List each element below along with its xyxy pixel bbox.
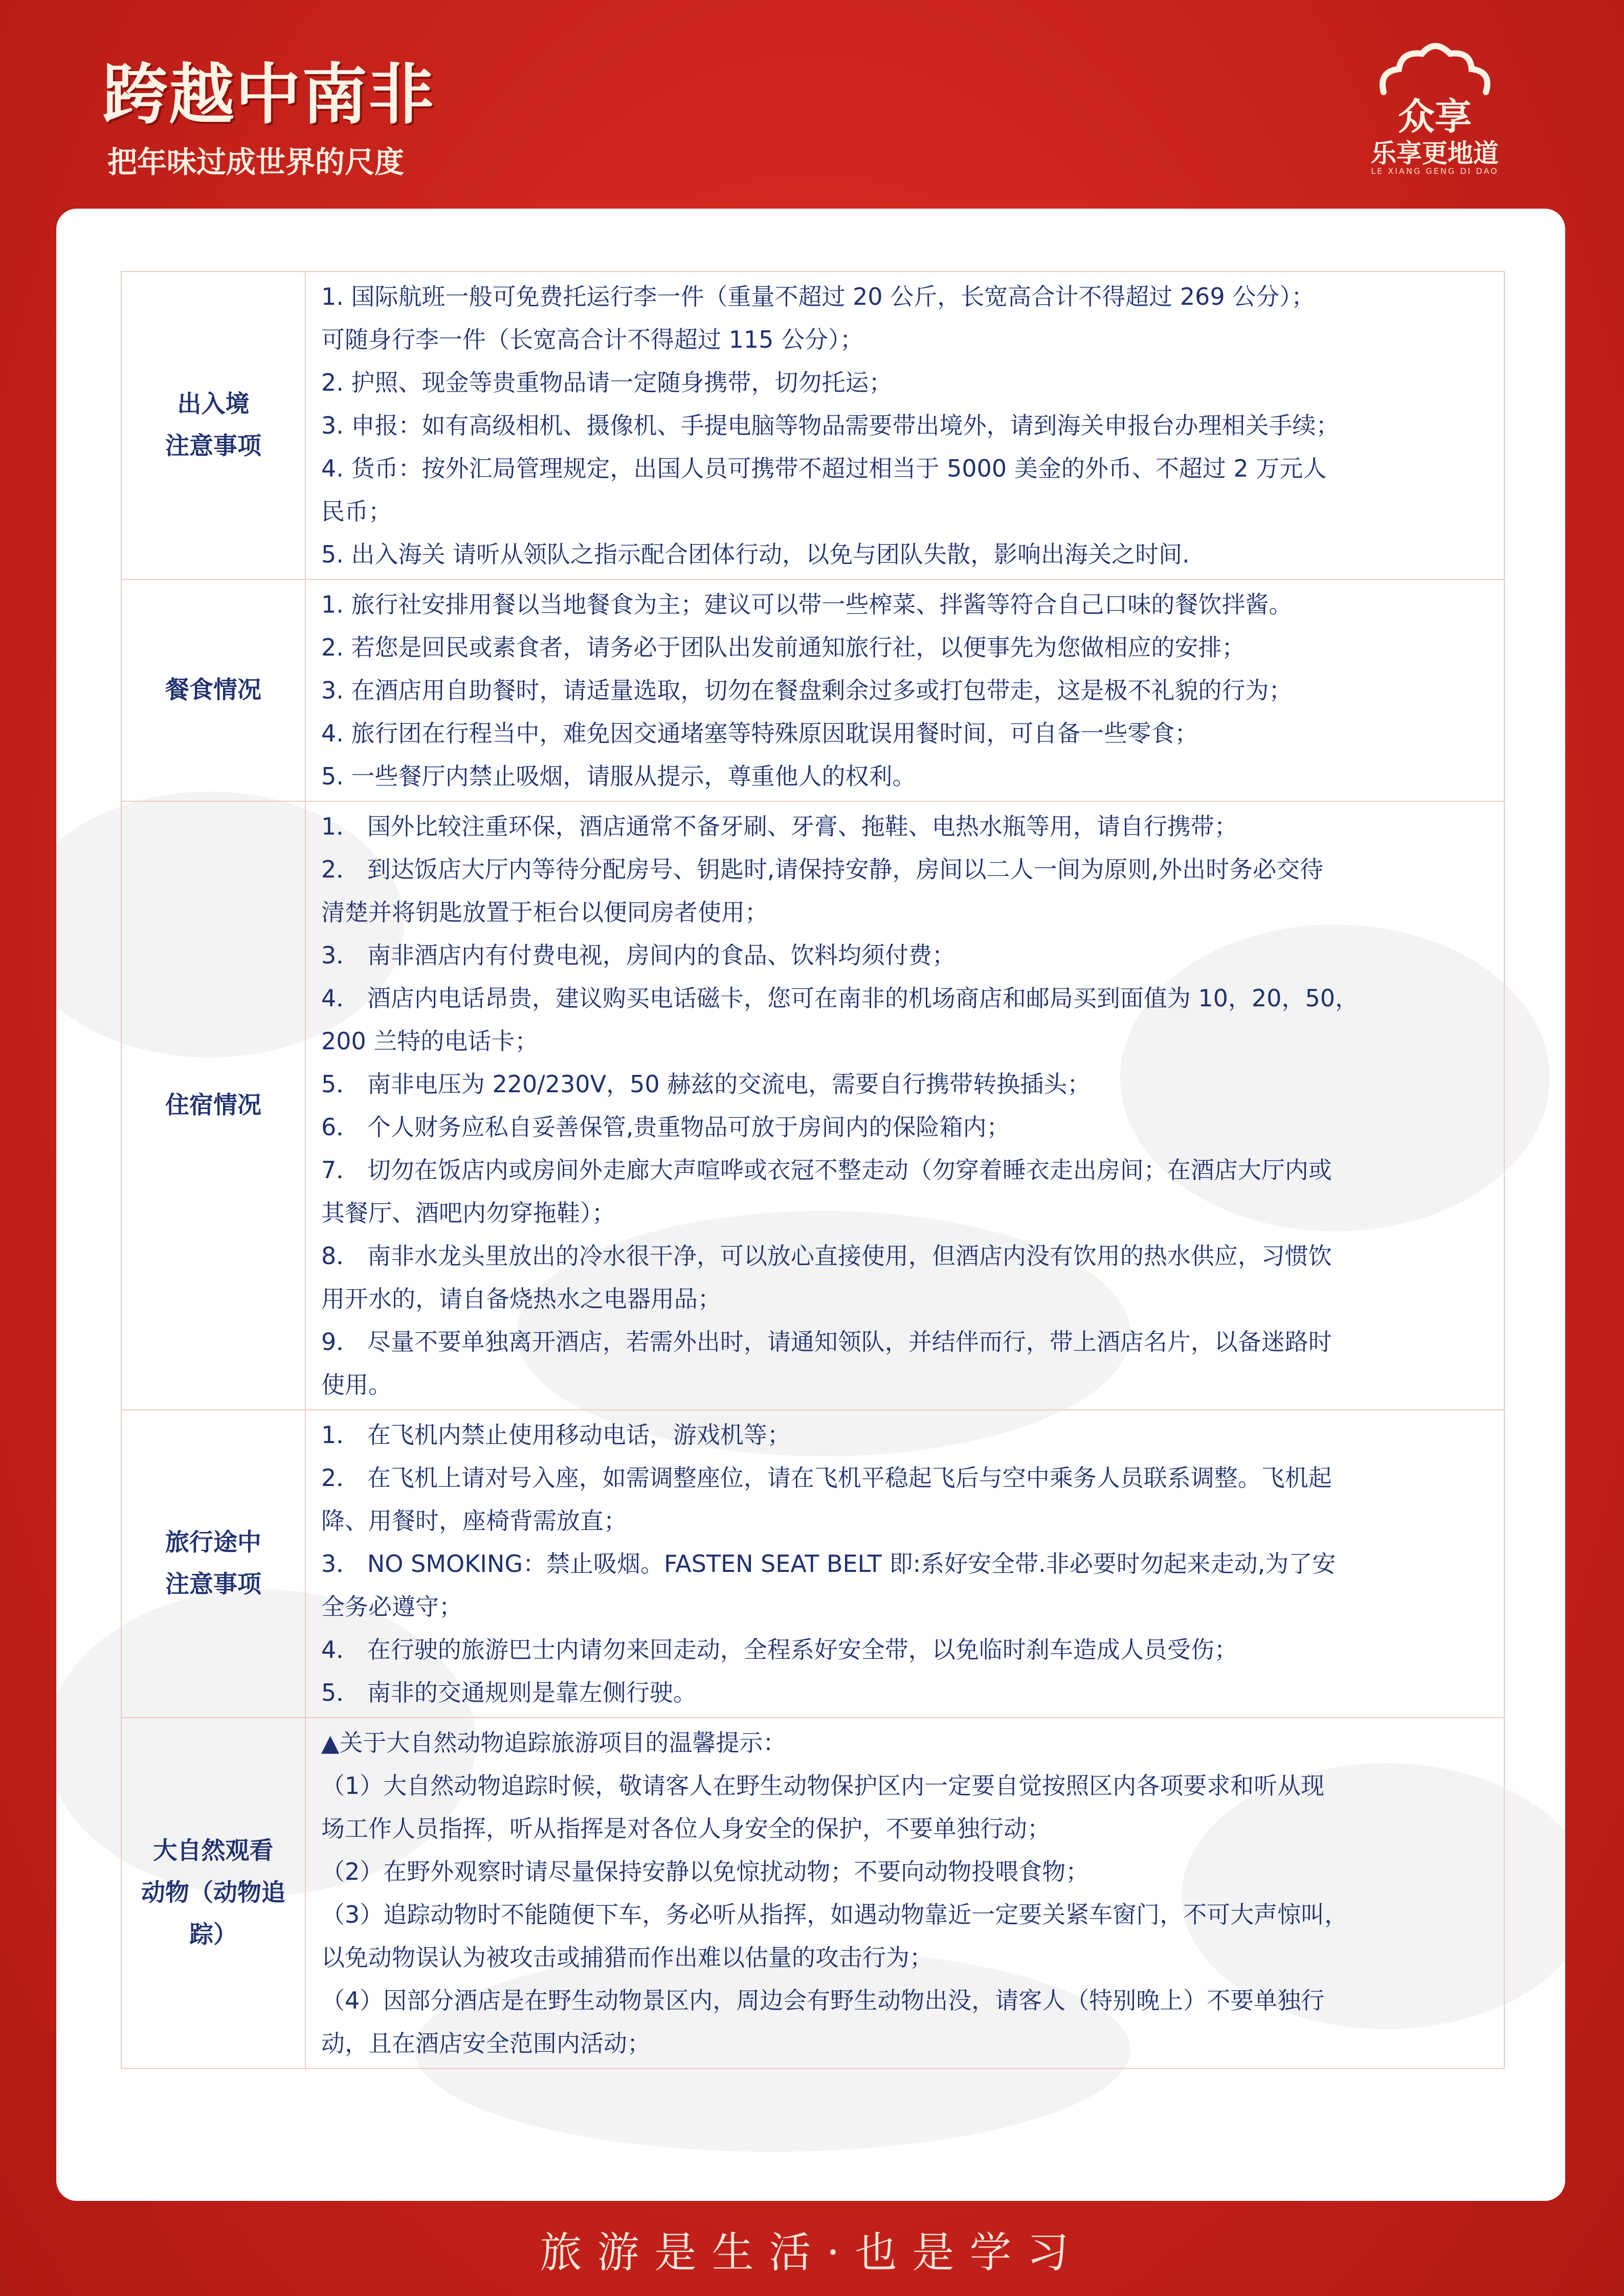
notice-line: （3）追踪动物时不能随便下车，务必听从指挥，如遇动物靠近一定要关紧车窗门，不可大声惊叫， [321, 1901, 1348, 1928]
row-label [122, 1410, 306, 1717]
notice-line: 3. 在酒店用自助餐时，请适量选取，切勿在餐盘剩余过多或打包带走，这是极不礼貌的行为； [321, 677, 1293, 704]
notice-line: 民币； [321, 498, 392, 525]
notice-line: 3. 申报：如有高级相机、摄像机、手提电脑等物品需要带出境外，请到海关申报台办理相关手续； [321, 412, 1340, 439]
row-label-line: 踪） [189, 1921, 237, 1949]
notice-line: 可随身行李一件（长宽高合计不得超过 115 公分）； [321, 326, 864, 353]
notice-table [121, 271, 1505, 2069]
notice-line: 4. 货币：按外汇局管理规定，出国人员可携带不超过相当于 5000 美金的外币、不超过 2 万元人 [321, 455, 1327, 482]
row-content [306, 1410, 1504, 1717]
row-content [306, 1718, 1504, 2068]
row-label-line: 大自然观看 [153, 1837, 274, 1865]
notice-row [122, 1410, 1504, 1718]
row-content [306, 580, 1504, 801]
notice-line: 5. 出入海关 请听从领队之指示配合团体行动，以免与团队失散，影响出海关之时间. [321, 541, 1190, 568]
campaign-logo-title: 跨越中南非 [102, 56, 435, 133]
notice-line: 用开水的，请自备烧热水之电器用品； [321, 1285, 721, 1313]
notice-line: 3． NO SMOKING：禁止吸烟。FASTEN SEAT BELT 即:系好安全带.非必要时勿起来走动,为了安 [321, 1550, 1336, 1578]
row-content [306, 272, 1504, 579]
notice-line: 1. 旅行社安排用餐以当地餐食为主；建议可以带一些榨菜、拌酱等符合自己口味的餐饮拌酱。 [321, 591, 1293, 618]
row-content [306, 802, 1504, 1409]
notice-line: 使用。 [321, 1371, 392, 1399]
notice-line: 4． 在行驶的旅游巴士内请勿来回走动，全程系好安全带，以免临时刹车造成人员受伤； [321, 1636, 1238, 1663]
notice-line: 动，且在酒店安全范围内活动； [321, 2030, 651, 2057]
notice-line: 200 兰特的电话卡； [321, 1027, 539, 1055]
notice-line: 6． 个人财务应私自妥善保管,贵重物品可放于房间内的保险箱内； [321, 1113, 1010, 1141]
header [0, 0, 1624, 205]
row-label-line: 注意事项 [165, 1570, 261, 1599]
row-label [122, 580, 306, 801]
brand-logo [1350, 41, 1529, 184]
brand-tagline: 乐享更地道 [1371, 139, 1499, 168]
notice-line: 5． 南非电压为 220/230V，50 赫兹的交流电，需要自行携带转换插头； [321, 1070, 1091, 1098]
row-label [122, 802, 306, 1409]
notice-line: 4． 酒店内电话昂贵，建议购买电话磁卡，您可在南非的机场商店和邮局买到面值为 10，20，50， [321, 984, 1359, 1012]
notice-line: 降、用餐时，座椅背需放直； [321, 1507, 627, 1535]
row-label [122, 1718, 306, 2068]
row-label [122, 272, 306, 579]
notice-row [122, 802, 1504, 1410]
brand-name: 众享 [1397, 95, 1472, 138]
notice-line: 1． 在飞机内禁止使用移动电话，游戏机等； [321, 1421, 791, 1449]
notice-line: 2. 若您是回民或素食者，请务必于团队出发前通知旅行社，以便事先为您做相应的安排； [321, 634, 1245, 661]
row-label-line: 注意事项 [165, 432, 261, 460]
notice-line: 8． 南非水龙头里放出的冷水很干净，可以放心直接使用，但酒店内没有饮用的热水供应，习惯饮 [321, 1242, 1332, 1270]
notice-line: 场工作人员指挥，听从指挥是对各位人身安全的保护，不要单独行动； [321, 1815, 1051, 1842]
notice-line: （2）在野外观察时请尽量保持安静以免惊扰动物；不要向动物投喂食物； [321, 1858, 1089, 1885]
content-card [56, 209, 1565, 2201]
notice-line: 7． 切勿在饭店内或房间外走廊大声喧哗或衣冠不整走动（勿穿着睡衣走出房间；在酒店大厅内或 [321, 1156, 1332, 1184]
notice-line: （1）大自然动物追踪时候，敬请客人在野生动物保护区内一定要自觉按照区内各项要求和听从现 [321, 1772, 1325, 1799]
notice-line: 以免动物误认为被攻击或捕猎而作出难以估量的攻击行为； [321, 1944, 933, 1971]
row-label-line: 住宿情况 [165, 1091, 261, 1119]
row-label-line: 出入境 [177, 390, 250, 418]
notice-line: 5. 一些餐厅内禁止吸烟，请服从提示，尊重他人的权利。 [321, 762, 916, 790]
notice-line: 2. 护照、现金等贵重物品请一定随身携带，切勿托运； [321, 369, 893, 396]
notice-line: 3． 南非酒店内有付费电视，房间内的食品、饮料均须付费； [321, 941, 955, 969]
campaign-logo [102, 56, 435, 184]
notice-line: 2． 到达饭店大厅内等待分配房号、钥匙时,请保持安静，房间以二人一间为原则,外出时务必交待 [321, 856, 1324, 883]
notice-line: （4）因部分酒店是在野生动物景区内，周边会有野生动物出没，请客人（特别晚上）不要单独行 [321, 1987, 1325, 2014]
notice-line: 4. 旅行团在行程当中，难免因交通堵塞等特殊原因耽误用餐时间，可自备一些零食； [321, 719, 1198, 747]
notice-row [122, 272, 1504, 580]
brand-pinyin: LE XIANG GENG DI DAO [1371, 166, 1499, 176]
notice-line: 1． 国外比较注重环保，酒店通常不备牙刷、牙膏、拖鞋、电热水瓶等用，请自行携带； [321, 813, 1238, 840]
campaign-slogan: 把年味过成世界的尺度 [107, 145, 405, 179]
notice-line: 9． 尽量不要单独离开酒店，若需外出时，请通知领队，并结伴而行，带上酒店名片，以备迷路时 [321, 1328, 1332, 1356]
notice-line: 5． 南非的交通规则是靠左侧行驶。 [321, 1679, 697, 1706]
notice-line: 全务必遵守； [321, 1593, 462, 1620]
notice-row [122, 580, 1504, 802]
notice-line: 1. 国际航班一般可免费托运行李一件（重量不超过 20 公斤，长宽高合计不得超过 269 公分）； [321, 283, 1315, 310]
row-label-line: 动物（动物追 [141, 1879, 285, 1907]
notice-line: 其餐厅、酒吧内勿穿拖鞋）； [321, 1199, 615, 1227]
row-label-line: 餐食情况 [165, 676, 261, 704]
notice-row [122, 1718, 1504, 2068]
notice-line: 2． 在飞机上请对号入座，如需调整座位，请在飞机平稳起飞后与空中乘务人员联系调整。飞机起 [321, 1464, 1332, 1492]
notice-line: ▲关于大自然动物追踪旅游项目的温馨提示： [321, 1729, 787, 1757]
notice-line: 清楚并将钥匙放置于柜台以便同房者使用； [321, 898, 768, 926]
row-label-line: 旅行途中 [165, 1528, 261, 1557]
footer-slogan: 旅游是生活·也是学习 [540, 2229, 1084, 2277]
